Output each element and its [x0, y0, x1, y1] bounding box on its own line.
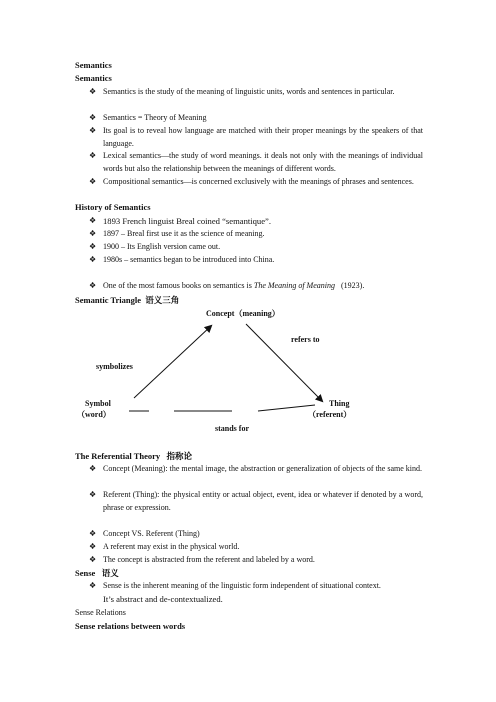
referential-heading: The Referential Theory 指称论: [75, 451, 193, 461]
symbol-label: Symbol: [85, 399, 111, 408]
stands-for-line-right: [258, 405, 315, 411]
diamond-bullet-icon: ❖: [89, 87, 97, 96]
bullet-item: ❖ Concept VS. Referent (Thing): [89, 528, 423, 541]
triangle-heading: Semantic Triangle 语义三角: [75, 295, 180, 305]
sense-relations-subheading: Sense relations between words: [75, 621, 186, 631]
diamond-bullet-icon: ❖: [89, 242, 97, 251]
diamond-bullet-icon: ❖: [89, 529, 97, 538]
doc-top-title: Semantics: [75, 60, 112, 70]
refers-to-label: refers to: [291, 335, 320, 344]
diamond-bullet-icon: ❖: [89, 255, 97, 264]
diamond-bullet-icon: ❖: [89, 151, 97, 160]
diamond-bullet-icon: ❖: [89, 555, 97, 564]
bullet-item: ❖ Referent (Thing): the physical entity or actual object, event, idea or whatever if denoted by a word, phrase or expression.: [89, 490, 423, 512]
diamond-bullet-icon: ❖: [89, 216, 97, 225]
word-label: （word）: [77, 410, 111, 419]
bullet-item: ❖ Concept (Meaning): the mental image, the abstraction or generalization of objects of the same kind.: [89, 463, 423, 476]
bullet-item: ❖ 1980s – semantics began to be introduced into China.: [89, 254, 423, 267]
bullet-item: ❖ The concept is abstracted from the referent and labeled by a word.: [89, 554, 423, 567]
diamond-bullet-icon: ❖: [89, 113, 97, 122]
diamond-bullet-icon: ❖: [89, 281, 97, 290]
book-title: The Meaning of Meaning: [253, 281, 335, 290]
diamond-bullet-icon: ❖: [89, 490, 97, 499]
concept-label: Concept（meaning）: [206, 309, 280, 318]
symbolizes-label: symbolizes: [96, 362, 133, 371]
bullet-item: ❖ Its goal is to reveal how language are matched with their proper meanings by the speakers of that language.: [89, 126, 423, 148]
history-heading: History of Semantics: [75, 202, 151, 212]
bullet-item: ❖ One of the most famous books on semantics is The Meaning of Meaning (1923).: [89, 280, 423, 293]
diamond-bullet-icon: ❖: [89, 126, 97, 135]
referent-label: （referent）: [308, 410, 352, 419]
bullet-item: ❖ Semantics is the study of the meaning of linguistic units, words and sentences in particular.: [89, 86, 423, 99]
symbolizes-arrow: [134, 326, 211, 398]
bullet-item: ❖ 1900 – Its English version came out.: [89, 241, 423, 254]
bullet-item: ❖ Compositional semantics—is concerned exclusively with the meanings of phrases and sentences.: [89, 176, 423, 189]
diamond-bullet-icon: ❖: [89, 464, 97, 473]
diamond-bullet-icon: ❖: [89, 229, 97, 238]
diamond-bullet-icon: ❖: [89, 581, 97, 590]
diamond-bullet-icon: ❖: [89, 542, 97, 551]
bullet-item: ❖ Sense is the inherent meaning of the linguistic form independent of situational context. It’s abstract and de-contextualized.: [89, 581, 381, 604]
bullet-item: ❖ 1893 French linguist Breal coined “semantique”.: [89, 216, 272, 226]
bullet-item: ❖ Lexical semantics—the study of word meanings. it deals not only with the meanings of individual words but also the relationship between the meanings of different words.: [89, 151, 423, 173]
stands-for-label: stands for: [215, 424, 250, 433]
bullet-item: ❖ 1897 – Breal first use it as the science of meaning.: [89, 228, 423, 241]
sense-heading: Sense 语义: [75, 568, 119, 578]
sense-relations-heading: Sense Relations: [75, 608, 126, 617]
section-title: Semantics: [75, 73, 112, 83]
thing-label: Thing: [329, 399, 350, 408]
bullet-item: ❖ Semantics = Theory of Meaning: [89, 112, 423, 125]
diamond-bullet-icon: ❖: [89, 177, 97, 186]
bullet-item: ❖ A referent may exist in the physical world.: [89, 541, 423, 554]
